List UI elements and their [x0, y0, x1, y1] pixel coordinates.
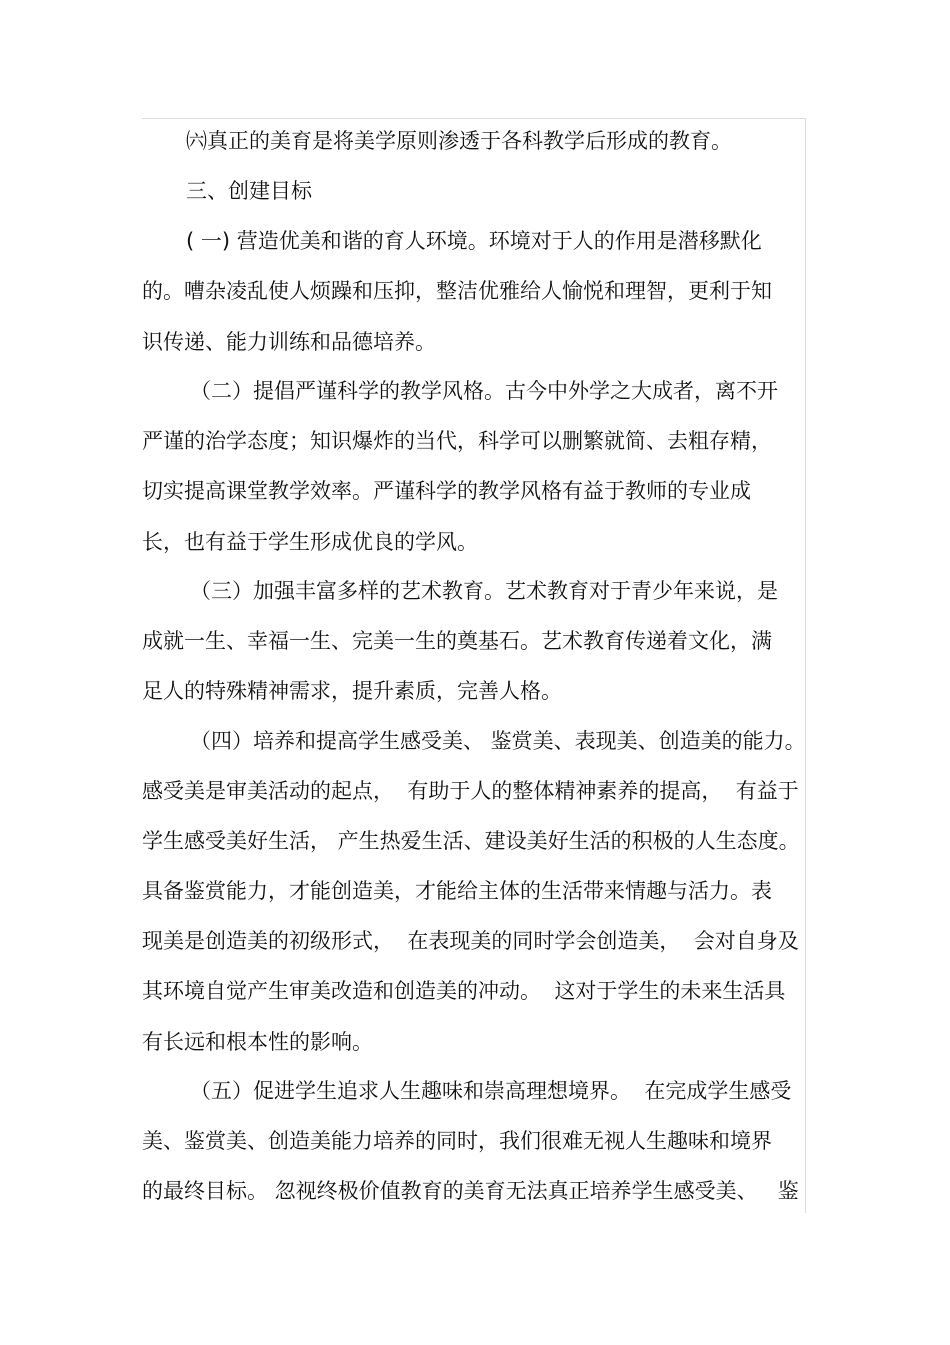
text-line-content: （三）加强丰富多样的艺术教育。艺术教育对于青少年来说，是	[190, 579, 778, 603]
text-line-content: 感受美是审美活动的起点， 有助于人的整体精神素养的提高， 有益于	[142, 779, 799, 803]
text-line-content: 三、创建目标	[186, 179, 312, 203]
text-line	[0, 816, 950, 866]
text-line	[0, 466, 950, 516]
text-line	[0, 266, 950, 316]
text-line-content: 长，也有益于学生形成优良的学风。	[142, 530, 478, 554]
text-line-content: 的。嘈杂凌乱使人烦躁和压抑，整洁优雅给人愉悦和理智，更利于知	[142, 279, 772, 303]
text-line	[0, 1017, 950, 1067]
text-line	[0, 666, 950, 716]
text-line	[0, 1116, 950, 1166]
text-line-content: ㈥真正的美育是将美学原则渗透于各科教学后形成的教育。	[186, 129, 732, 153]
text-line-content: 识传递、能力训练和品德培养。	[142, 330, 436, 354]
text-line-content: 的最终目标。 忽视终极价值教育的美育无法真正培养学生感受美、 鉴	[142, 1179, 799, 1203]
text-line	[0, 716, 950, 766]
text-line	[0, 866, 950, 916]
text-line	[0, 616, 950, 666]
text-line-content: （五）促进学生追求人生趣味和崇高理想境界。 在完成学生感受	[190, 1079, 792, 1103]
text-line-content: 足人的特殊精神需求，提升素质，完善人格。	[142, 679, 562, 703]
text-line-content: 美、鉴赏美、创造美能力培养的同时，我们很难无视人生趣味和境界	[142, 1129, 772, 1153]
text-line-content: 现美是创造美的初级形式， 在表现美的同时学会创造美， 会对自身及	[142, 929, 799, 953]
text-line-content: 具备鉴赏能力，才能创造美，才能给主体的生活带来情趣与活力。表	[142, 879, 772, 903]
text-line	[0, 517, 950, 567]
text-line-content: 切实提高课堂教学效率。严谨科学的教学风格有益于教师的专业成	[142, 479, 751, 503]
text-line	[0, 1066, 950, 1116]
text-line	[0, 116, 950, 166]
text-line-content: 学生感受美好生活， 产生热爱生活、建设美好生活的积极的人生态度。	[142, 829, 800, 853]
text-line-content: 严谨的治学态度；知识爆炸的当代，科学可以删繁就简、去粗存精，	[142, 429, 772, 453]
text-line	[0, 566, 950, 616]
text-line	[0, 966, 950, 1016]
text-line-content: 有长远和根本性的影响。	[142, 1030, 373, 1054]
section-heading	[0, 166, 950, 216]
text-line-content: （二）提倡严谨科学的教学风格。古今中外学之大成者，离不开	[190, 379, 778, 403]
text-line-content: 成就一生、幸福一生、完美一生的奠基石。艺术教育传递着文化，满	[142, 629, 772, 653]
text-line-content: （四）培养和提高学生感受美、 鉴赏美、表现美、创造美的能力。	[190, 729, 806, 753]
text-line	[0, 317, 950, 367]
text-line	[0, 216, 950, 266]
text-line	[0, 766, 950, 816]
text-line	[0, 1166, 950, 1216]
text-line	[0, 916, 950, 966]
text-line	[0, 366, 950, 416]
text-line-content: ( 一) 营造优美和谐的育人环境。环境对于人的作用是潜移默化	[186, 229, 762, 253]
text-line-content: 其环境自觉产生审美改造和创造美的冲动。 这对于学生的未来生活具	[142, 979, 786, 1003]
text-line	[0, 416, 950, 466]
